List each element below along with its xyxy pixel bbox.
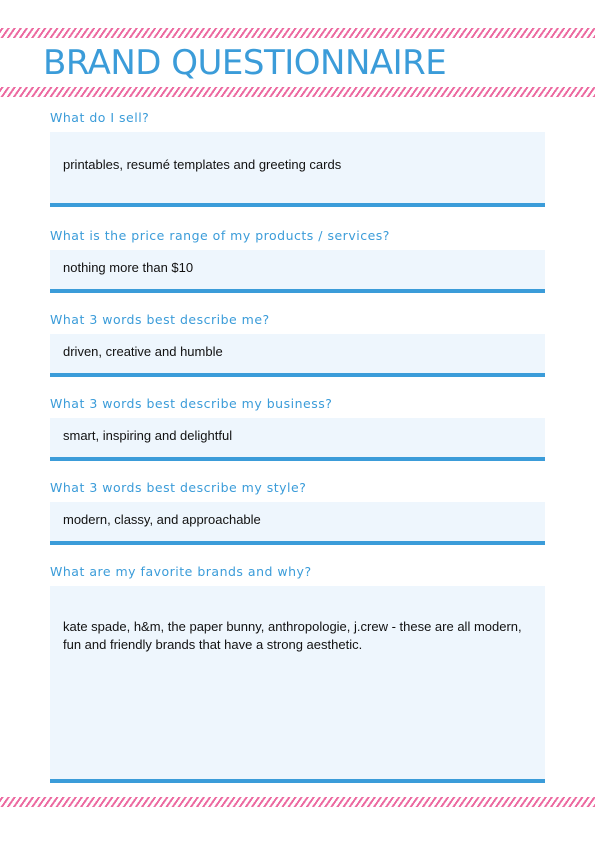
question-block bbox=[50, 396, 545, 461]
question-block bbox=[50, 564, 545, 783]
answer-box[interactable] bbox=[50, 132, 545, 207]
answer-text: smart, inspiring and delightful bbox=[63, 428, 233, 443]
question-label: What are my favorite brands and why? bbox=[50, 564, 312, 579]
question-label: What 3 words best describe me? bbox=[50, 312, 270, 327]
answer-text: kate spade, h&m, the paper bunny, anthropologie, j.crew - these are all modern, fun and friendly brands that have a strong aesthetic. bbox=[63, 619, 522, 652]
answer-text: modern, classy, and approachable bbox=[63, 512, 261, 527]
answer-text: printables, resumé templates and greeting cards bbox=[63, 157, 342, 172]
answer-box[interactable] bbox=[50, 250, 545, 293]
question-block bbox=[50, 110, 545, 207]
page-title: BRAND QUESTIONNAIRE bbox=[43, 43, 447, 83]
decorative-stripe-top bbox=[0, 28, 595, 38]
answer-box[interactable] bbox=[50, 586, 545, 783]
answer-text: driven, creative and humble bbox=[63, 344, 223, 359]
question-block bbox=[50, 228, 545, 293]
answer-box[interactable] bbox=[50, 502, 545, 545]
answer-text: nothing more than $10 bbox=[63, 260, 194, 275]
question-block bbox=[50, 312, 545, 377]
question-label: What do I sell? bbox=[50, 110, 150, 125]
decorative-stripe-bottom bbox=[0, 797, 595, 807]
decorative-stripe-under-title bbox=[0, 87, 595, 97]
question-label: What 3 words best describe my business? bbox=[50, 396, 333, 411]
question-label: What is the price range of my products / services? bbox=[50, 228, 390, 243]
answer-box[interactable] bbox=[50, 418, 545, 461]
question-label: What 3 words best describe my style? bbox=[50, 480, 307, 495]
question-block bbox=[50, 480, 545, 545]
answer-box[interactable] bbox=[50, 334, 545, 377]
